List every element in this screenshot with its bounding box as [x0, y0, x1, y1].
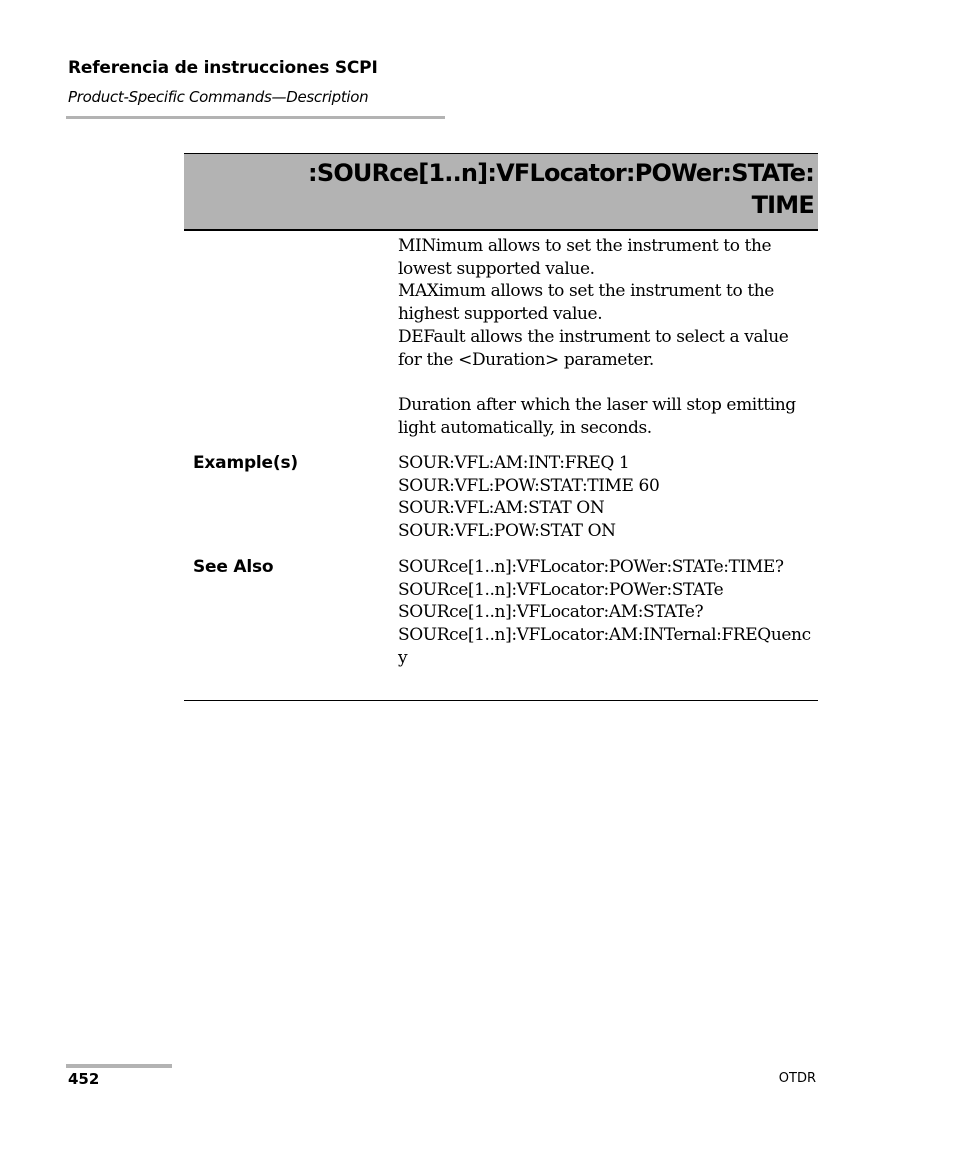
- duration-line: light automatically, in seconds.: [398, 417, 652, 438]
- command-title-band: [184, 153, 818, 231]
- page-number: 452: [68, 1070, 100, 1088]
- examples-label: Example(s): [193, 453, 298, 473]
- parameter-line: MINimum allows to set the instrument to the: [398, 236, 772, 256]
- see-also-line: SOURce[1..n]:VFLocator:AM:STATe?: [398, 602, 704, 623]
- see-also-line: SOURce[1..n]:VFLocator:POWer:STATe:TIME?: [398, 557, 784, 577]
- section-end-rule: [184, 700, 818, 701]
- example-line: SOUR:VFL:AM:INT:FREQ 1: [398, 453, 630, 473]
- examples-list: [398, 452, 818, 543]
- see-also-line: SOURce[1..n]:VFLocator:POWer:STATe: [398, 579, 724, 600]
- command-title: [308, 157, 814, 221]
- see-also-list: [398, 556, 818, 670]
- command-title-line-1: :SOURce[1..n]:VFLocator:POWer:STATe:: [308, 159, 814, 187]
- header-rule: [66, 116, 445, 119]
- see-also-line: y: [398, 647, 408, 668]
- parameter-line: DEFault allows the instrument to select a value: [398, 326, 789, 347]
- parameter-line: MAXimum allows to set the instrument to the: [398, 281, 774, 302]
- example-line: SOUR:VFL:AM:STAT ON: [398, 498, 605, 519]
- duration-line: Duration after which the laser will stop emitting: [398, 395, 796, 415]
- footer-rule: [66, 1064, 172, 1068]
- parameter-line: for the <Duration> parameter.: [398, 349, 654, 370]
- see-also-label: See Also: [193, 557, 274, 577]
- example-line: SOUR:VFL:POW:STAT ON: [398, 521, 616, 542]
- duration-description: [398, 394, 818, 439]
- see-also-line: SOURce[1..n]:VFLocator:AM:INTernal:FREQuenc: [398, 625, 811, 646]
- parameter-line: highest supported value.: [398, 304, 603, 325]
- parameter-line: lowest supported value.: [398, 258, 595, 279]
- parameter-description: [398, 235, 818, 371]
- running-header-title: Referencia de instrucciones SCPI: [68, 58, 378, 78]
- command-title-line-2: TIME: [751, 191, 814, 219]
- product-name: OTDR: [778, 1071, 816, 1086]
- example-line: SOUR:VFL:POW:STAT:TIME 60: [398, 475, 660, 496]
- running-header-subtitle: Product-Specific Commands—Description: [68, 88, 369, 106]
